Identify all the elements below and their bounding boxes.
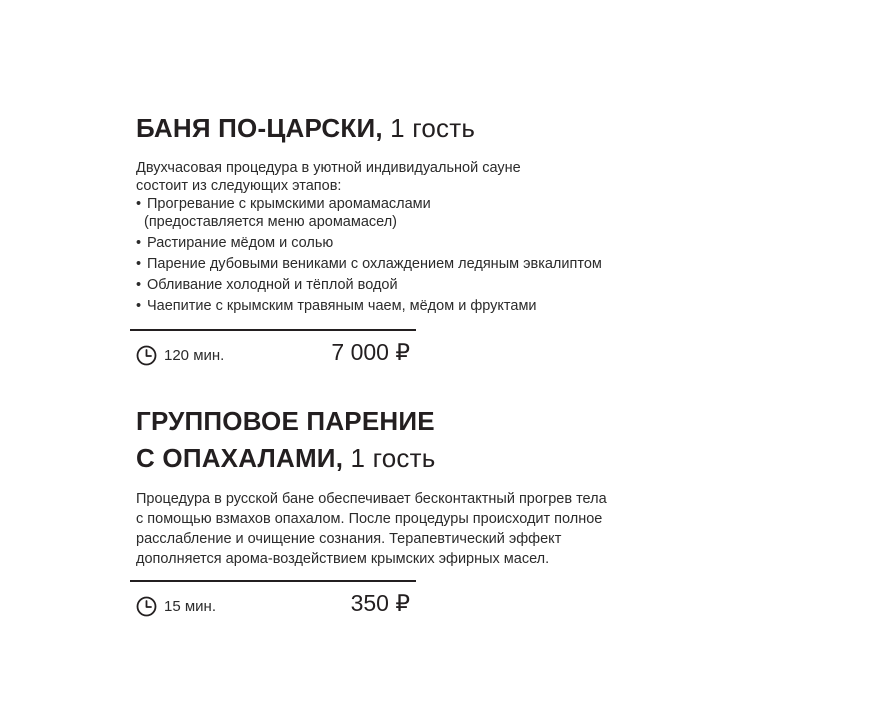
step-text: Растирание мёдом и солью [147,235,334,251]
description-line: расслабление и очищение сознания. Терапевтический эффект [136,531,562,547]
service-card [136,112,602,365]
description-line: Процедура в русской бане обеспечивает бесконтактный прогрев тела [136,491,607,507]
service-name: С ОПАХАЛАМИ, [136,443,344,473]
service-footer [130,580,416,622]
description-line: с помощью взмахов опахалом. После процедуры происходит полное [136,511,603,527]
list-item [136,255,602,273]
duration [136,596,216,617]
list-item [136,195,602,231]
clock-icon [136,596,157,617]
description-line: Двухчасовая процедура в уютной индивидуальной сауне [136,160,521,176]
list-item [136,234,602,252]
service-guests: 1 гость [343,443,436,473]
steps-list [136,195,602,315]
service-name-line: ГРУППОВОЕ ПАРЕНИЕ [136,406,435,436]
service-guests: 1 гость [382,113,476,143]
step-text: Прогревание с крымскими аромамаслами [147,196,431,212]
service-name: БАНЯ ПО-ЦАРСКИ, [136,113,383,143]
service-title [136,112,602,145]
service-description [136,159,602,315]
clock-icon [136,345,157,366]
description-line: дополняется арома-воздействием крымских эфирных масел. [136,551,550,567]
step-text: Парение дубовыми вениками с охлаждением ледяным эвкалиптом [147,256,602,272]
duration [136,345,224,366]
description-line: состоит из следующих этапов: [136,178,342,194]
price: 7 000 ₽ [331,339,410,365]
duration-value: 120 мин. [164,347,225,364]
list-item [136,297,602,315]
service-description [136,489,607,569]
bullet: • [136,298,142,314]
step-text: Обливание холодной и тёплой водой [147,277,398,293]
bullet: • [136,256,142,272]
step-text: Чаепитие с крымским травяным чаем, мёдом и фруктами [147,298,537,314]
bullet: • [136,277,142,293]
service-title [136,403,607,477]
service-footer [130,329,416,371]
list-item [136,276,602,294]
step-note: (предоставляется меню аромамасел) [144,214,398,230]
service-card [136,403,607,616]
bullet: • [136,235,142,251]
bullet: • [136,196,142,212]
duration-value: 15 мин. [164,598,216,615]
price: 350 ₽ [350,590,410,616]
